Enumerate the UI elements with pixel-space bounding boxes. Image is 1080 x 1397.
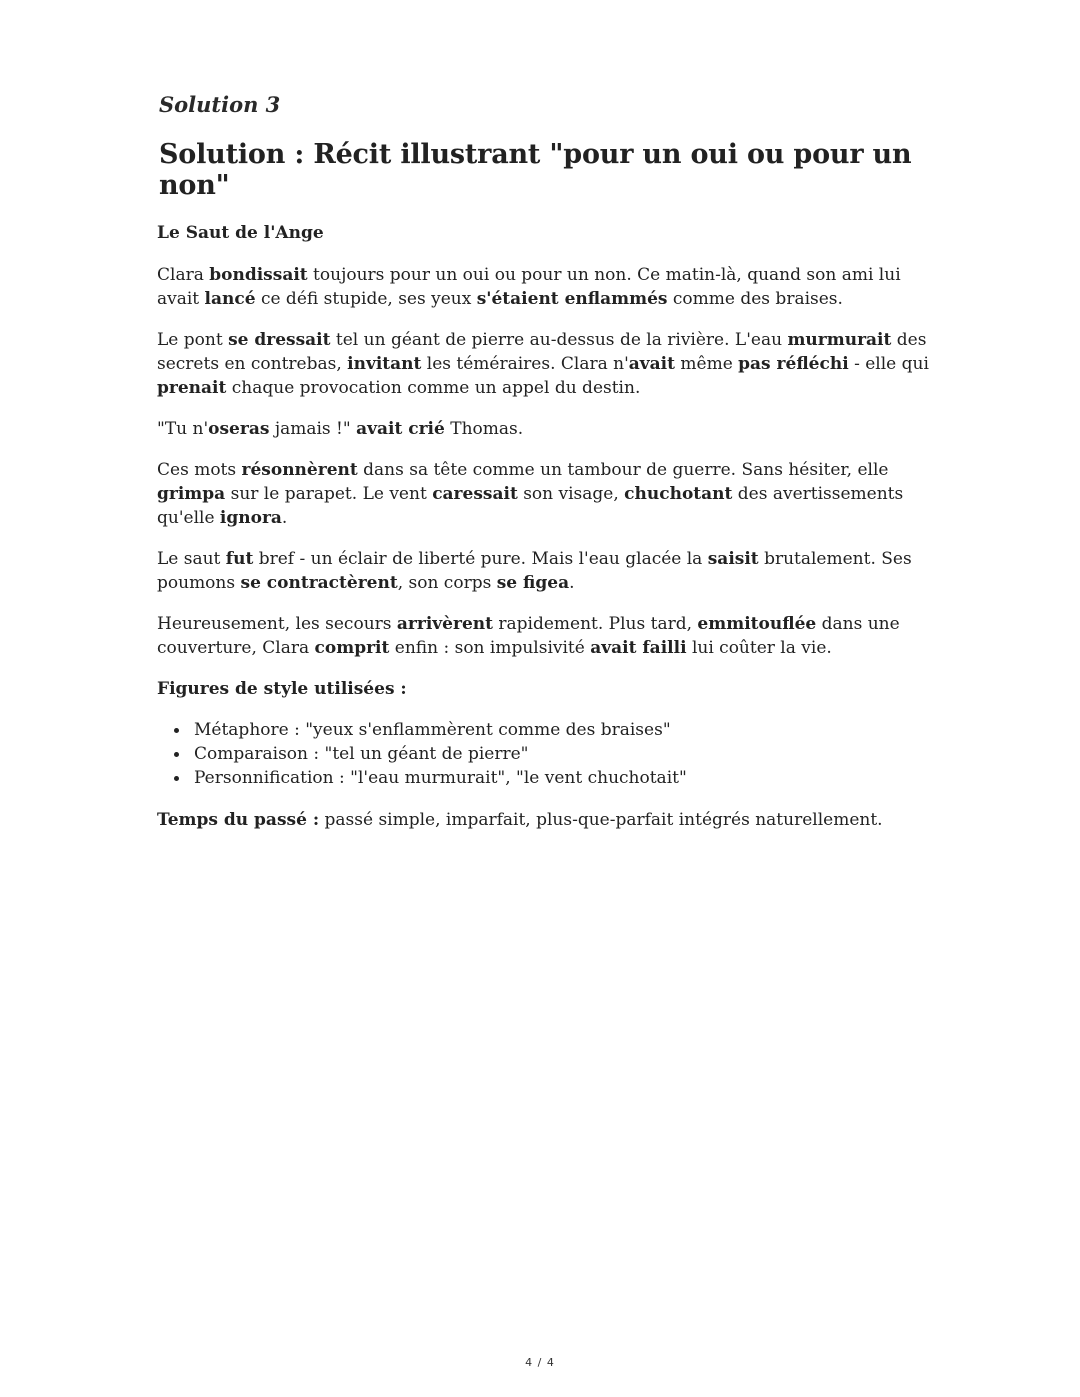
page-title: Solution : Récit illustrant "pour un oui ou pour un non" <box>159 139 912 201</box>
text-run: des secrets en contrebas, <box>157 330 927 374</box>
document-page <box>157 92 937 849</box>
text-run: Le saut <box>157 549 226 569</box>
emphasized-verb: murmurait <box>787 330 892 350</box>
text-run: "Tu n' <box>157 419 209 439</box>
emphasized-verb: avait failli <box>590 638 687 658</box>
story-paragraph <box>157 417 937 441</box>
text-run: son visage, <box>517 484 625 504</box>
emphasized-verb: grimpa <box>157 484 226 504</box>
story-paragraph <box>157 612 937 660</box>
text-run: sur le parapet. Le vent <box>225 484 433 504</box>
emphasized-verb: bondissait <box>209 265 308 285</box>
emphasized-verb: chuchotant <box>624 484 733 504</box>
emphasized-verb: se dressait <box>228 330 331 350</box>
text-run: Le pont <box>157 330 229 350</box>
emphasized-verb: se contractèrent <box>240 573 398 593</box>
text-run: dans une couverture, Clara <box>157 614 900 658</box>
text-run: dans sa tête comme un tambour de guerre. Sans hésiter, elle <box>357 460 889 480</box>
story-paragraph <box>157 547 937 595</box>
text-run: . <box>281 508 288 528</box>
temps-paragraph <box>157 808 937 832</box>
emphasized-verb: prenait <box>157 378 227 398</box>
emphasized-verb: oseras <box>208 419 270 439</box>
emphasized-verb: résonnèrent <box>241 460 358 480</box>
text-run: les téméraires. Clara n' <box>421 354 629 374</box>
figures-label: Figures de style utilisées : <box>157 679 407 699</box>
text-run: ce défi stupide, ses yeux <box>255 289 477 309</box>
page-number: 4 / 4 <box>525 1356 555 1369</box>
text-run: rapidement. Plus tard, <box>492 614 698 634</box>
text-run: comme des braises. <box>667 289 843 309</box>
emphasized-verb: se figea <box>496 573 570 593</box>
emphasized-verb: invitant <box>347 354 422 374</box>
emphasized-verb: avait crié <box>356 419 445 439</box>
figure-item: • Métaphore : "yeux s'enflammèrent comme des braises" <box>190 718 937 742</box>
story-title: Le Saut de l'Ange <box>157 223 324 243</box>
emphasized-verb: comprit <box>314 638 390 658</box>
text-run: lui coûter la vie. <box>686 638 832 658</box>
emphasized-verb: arrivèrent <box>396 614 493 634</box>
figures-list <box>157 718 937 790</box>
text-run: Ces mots <box>157 460 242 480</box>
emphasized-verb: ignora <box>219 508 282 528</box>
text-run: Heureusement, les secours <box>157 614 397 634</box>
emphasized-verb: caressait <box>432 484 518 504</box>
emphasized-verb: s'étaient enflammés <box>476 289 668 309</box>
figure-item: • Comparaison : "tel un géant de pierre" <box>190 742 937 766</box>
figures-heading <box>157 677 937 701</box>
text-run: tel un géant de pierre au-dessus de la rivière. L'eau <box>330 330 788 350</box>
text-run: Clara <box>157 265 210 285</box>
story-body <box>157 263 937 660</box>
temps-text: passé simple, imparfait, plus-que-parfait intégrés naturellement. <box>319 810 883 830</box>
emphasized-verb: lancé <box>204 289 256 309</box>
text-run: bref - un éclair de liberté pure. Mais l'eau glacée la <box>253 549 708 569</box>
text-run: jamais !" <box>269 419 357 439</box>
text-run: même <box>674 354 739 374</box>
figure-item: • Personnification : "l'eau murmurait", "le vent chuchotait" <box>190 766 937 790</box>
text-run: . <box>569 573 575 593</box>
story-paragraph <box>157 328 937 400</box>
text-run: chaque provocation comme un appel du destin. <box>226 378 641 398</box>
text-run: - elle qui <box>848 354 929 374</box>
solution-kicker: Solution 3 <box>159 92 281 117</box>
text-run: , son corps <box>397 573 497 593</box>
text-run: des avertissements qu'elle <box>157 484 904 528</box>
story-paragraph <box>157 263 937 311</box>
text-run: toujours pour un oui ou pour un non. Ce matin-là, quand son ami lui avait <box>157 265 901 309</box>
story-paragraph <box>157 458 937 530</box>
temps-label: Temps du passé : <box>157 810 320 830</box>
emphasized-verb: saisit <box>707 549 759 569</box>
emphasized-verb: avait <box>628 354 675 374</box>
text-run: brutalement. Ses poumons <box>157 549 912 593</box>
emphasized-verb: pas réfléchi <box>738 354 849 374</box>
emphasized-verb: emmitouflée <box>697 614 817 634</box>
text-run: enfin : son impulsivité <box>389 638 591 658</box>
text-run: Thomas. <box>444 419 524 439</box>
emphasized-verb: fut <box>225 549 254 569</box>
